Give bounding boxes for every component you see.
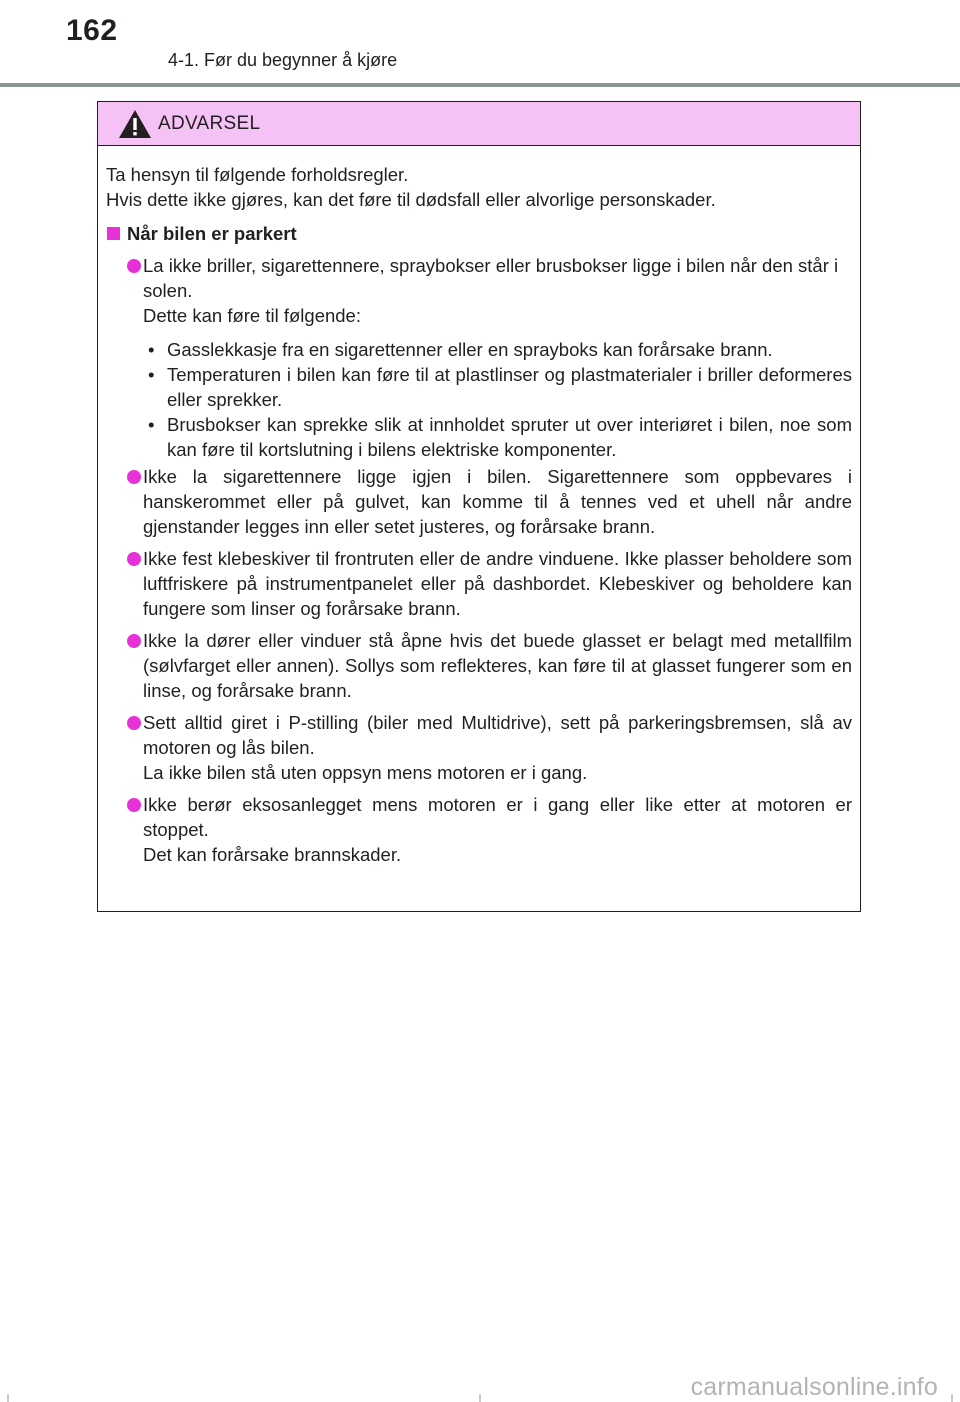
sublist-item-text: Gasslekkasje fra en sigarettenner eller en sprayboks kan forårsake brann. [167, 339, 773, 360]
item-extra: Dette kan føre til følgende: [143, 305, 361, 326]
intro-line: Hvis dette ikke gjøres, kan det føre til dødsfall eller alvorlige personskader. [106, 189, 716, 210]
list-item [106, 628, 852, 703]
item-text: Ikke fest klebeskiver til frontruten eller de andre vinduene. Ikke plasser beholdere som luftfriskere på instrumentpanelet eller på dashbordet. Klebeskiver og beholdere kan fungere som linser og forårsake brann. [143, 548, 852, 619]
list-item [106, 792, 852, 867]
square-bullet-icon [107, 227, 120, 240]
header-rule [0, 83, 960, 87]
sublist-item-text: Brusbokser kan sprekke slik at innholdet spruter ut over interiøret i bilen, noe som kan føre til kortslutning i bilens elektriske komponenter. [167, 414, 852, 460]
sublist-item [148, 337, 852, 362]
dot-bullet-icon: • [148, 414, 155, 435]
warning-header [98, 102, 860, 146]
sublist-item [148, 412, 852, 462]
warning-triangle-icon [118, 109, 152, 139]
item-text: Ikke la sigarettennere ligge igjen i bilen. Sigarettennere som oppbevares i hanskerommet eller på gulvet, kan komme til å tennes ved et uhell når andre gjenstander legges inn eller setet justeres, og forårsake brann. [143, 466, 852, 537]
warning-label: ADVARSEL [158, 112, 261, 134]
item-text: Sett alltid giret i P-stilling (biler med Multidrive), sett på parkeringsbremsen, slå av motoren og lås bilen. [143, 712, 852, 758]
subheading-text: Når bilen er parkert [127, 223, 297, 244]
item-extra: La ikke bilen stå uten oppsyn mens motoren er i gang. [143, 762, 588, 783]
sublist-item [148, 362, 852, 412]
dot-bullet-icon: • [148, 364, 155, 385]
intro-line: Ta hensyn til følgende forholdsregler. [106, 164, 409, 185]
circle-bullet-icon [127, 259, 141, 273]
subheading [106, 221, 852, 246]
list-item [106, 464, 852, 539]
circle-bullet-icon [127, 798, 141, 812]
circle-bullet-icon [127, 552, 141, 566]
list-item [106, 710, 852, 785]
list-item [106, 546, 852, 621]
page-number: 162 [66, 14, 118, 47]
item-text: Ikke berør eksosanlegget mens motoren er i gang eller like etter at motoren er stoppet. [143, 794, 852, 840]
dot-bullet-icon: • [148, 339, 155, 360]
circle-bullet-icon [127, 470, 141, 484]
warning-intro [106, 162, 852, 212]
watermark: carmanualsonline.info [690, 1373, 938, 1401]
circle-bullet-icon [127, 716, 141, 730]
sublist-item-text: Temperaturen i bilen kan føre til at plastlinser og plastmaterialer i briller deformeres eller sprekker. [167, 364, 852, 410]
list-item [106, 253, 852, 462]
item-text: La ikke briller, sigarettennere, spraybokser eller brusbokser ligge i bilen når den står i solen. [143, 255, 839, 301]
section-title: 4-1. Før du begynner å kjøre [168, 50, 398, 70]
circle-bullet-icon [127, 634, 141, 648]
item-extra: Det kan forårsake brannskader. [143, 844, 402, 865]
warning-box [97, 101, 861, 912]
warning-body [98, 146, 860, 867]
item-text: Ikke la dører eller vinduer stå åpne hvis det buede glasset er belagt med metallfilm (sølvfarget eller annen). Sollys som reflekteres, kan føre til at glasset fungerer som en linse, og forårsake brann. [143, 630, 852, 701]
sublist [143, 337, 852, 462]
